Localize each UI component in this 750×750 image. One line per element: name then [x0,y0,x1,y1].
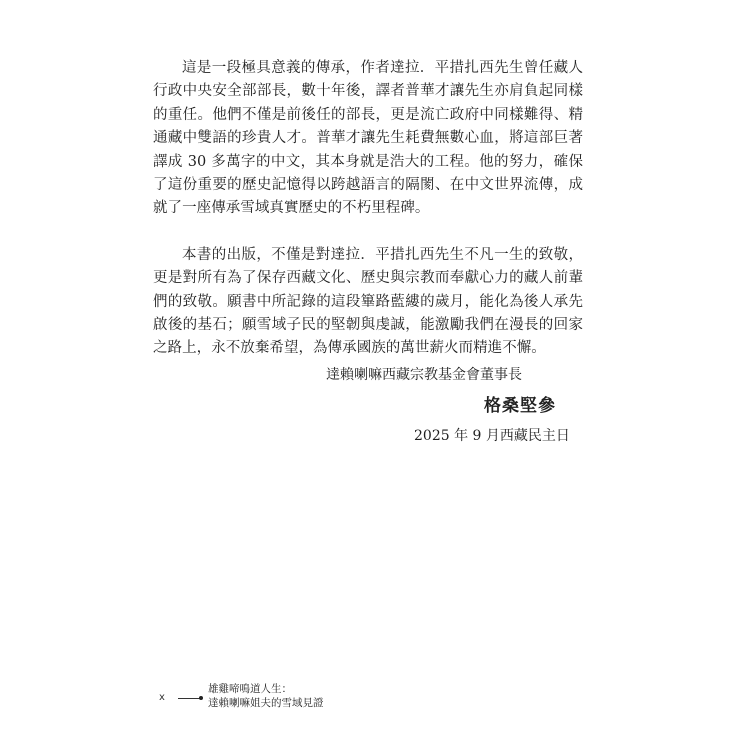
signature-date: 2025 年 9 月西藏民主日 [414,428,570,444]
signature-block [318,365,588,446]
organization-title: 達賴喇嘛西藏宗教基金會董事長 [326,367,522,383]
running-title-line-1: 雄雞啼鳴道人生： [208,683,292,695]
footer-rule [178,698,200,699]
running-title [208,682,324,710]
page-footer [159,682,359,722]
paragraph-2: 本書的出版，不僅是對達拉．平措扎西先生不凡一生的致敬，更是對所有為了保存西藏文化、歷史與宗教而奉獻心力的藏人前輩們的致敬。願書中所記錄的這段篳路藍縷的歲月，能化為後人承先啟後的基石；願雪域子民的堅韌與虔誠，能激勵我們在漫長的回家之路上，永不放棄希望，為傳承國族的萬世薪火而精進不懈。 [153,246,583,357]
signer-name: 格桑堅參 [484,396,556,416]
footer-dot-icon [199,696,203,700]
paragraph-1: 這是一段極具意義的傳承，作者達拉．平措扎西先生曾任藏人行政中央安全部部長，數十年後，譯者普華才讓先生亦肩負起同樣的重任。他們不僅是前後任的部長，更是流亡政府中同樣難得、精通藏中雙語的珍貴人才。普華才讓先生耗費無數心血，將這部巨著譯成 30 多萬字的中文，其本身就是浩大的工程。他的努力，確保了這份重要的歷史記憶得以跨越語言的隔閡、在中文世界流傳，成就了一座傳承雪域真實歷史的不朽里程碑。 [153,60,583,217]
running-title-line-2: 達賴喇嘛姐夫的雪域見證 [208,697,324,709]
body-text [153,57,583,361]
page-number: x [159,692,165,703]
